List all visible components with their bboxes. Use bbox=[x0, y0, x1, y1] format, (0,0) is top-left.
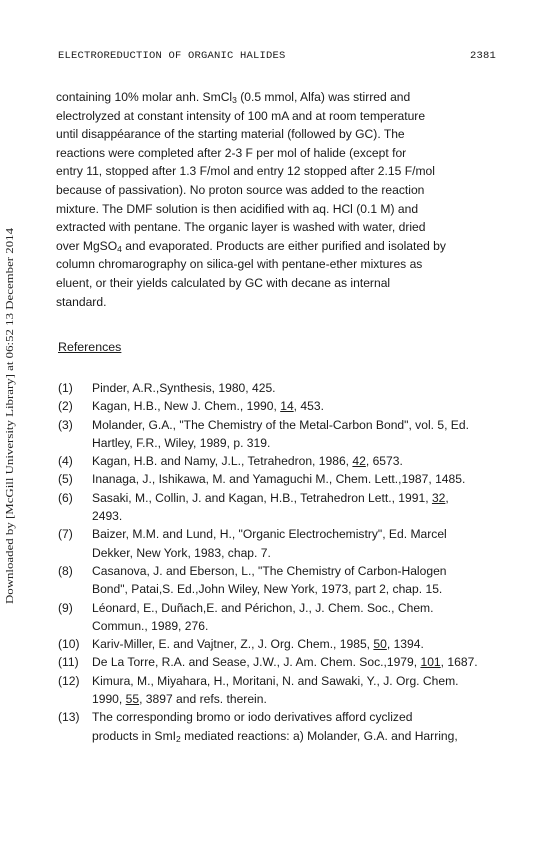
text-segment: Commun., 1989, 276. bbox=[92, 618, 209, 633]
text-segment: De La Torre, R.A. and Sease, J.W., J. Am. Chem. Soc.,1979, bbox=[92, 655, 421, 670]
citation-line bbox=[92, 525, 528, 543]
reference-item bbox=[58, 470, 528, 488]
text-segment: over MgSO bbox=[56, 238, 118, 253]
text-segment: (0.5 mmol, Alfa) was stirred and bbox=[236, 90, 411, 104]
reference-citation bbox=[92, 708, 528, 745]
text-segment: Casanova, J. and Eberson, L., "The Chemistry of Carbon-Halogen bbox=[92, 563, 447, 578]
citation-line bbox=[92, 489, 528, 507]
reference-item bbox=[58, 452, 528, 470]
references-list bbox=[58, 379, 528, 745]
paragraph-line bbox=[56, 200, 506, 219]
reference-citation bbox=[92, 416, 528, 453]
reference-citation bbox=[92, 562, 528, 599]
references-heading: References bbox=[58, 340, 122, 354]
subscript: 4 bbox=[117, 243, 122, 254]
citation-line bbox=[92, 580, 528, 598]
citation-line bbox=[92, 617, 528, 635]
text-segment: Kariv-Miller, E. and Vajtner, Z., J. Org. Chem., 1985, bbox=[92, 637, 374, 652]
text-segment: Pinder, A.R.,Synthesis, 1980, 425. bbox=[92, 381, 276, 395]
reference-citation bbox=[92, 397, 528, 415]
subscript: 3 bbox=[232, 95, 237, 105]
citation-line bbox=[92, 507, 528, 525]
text-segment: Kagan, H.B., New J. Chem., 1990, bbox=[92, 399, 281, 414]
citation-line bbox=[92, 416, 528, 434]
text-segment: products in SmI bbox=[92, 728, 177, 743]
reference-number: (13) bbox=[58, 710, 80, 725]
text-segment: Bond", Patai,S. Ed.,John Wiley, New York, 1973, part 2, chap. 15. bbox=[92, 582, 443, 597]
text-segment: and evaporated. Products are either purified and isolated by bbox=[121, 238, 446, 253]
reference-number: (2) bbox=[58, 399, 73, 414]
text-segment: , 3897 and refs. therein. bbox=[139, 692, 267, 707]
citation-line bbox=[92, 379, 528, 397]
reference-citation bbox=[92, 635, 528, 653]
citation-line bbox=[92, 672, 528, 690]
paragraph-line bbox=[56, 293, 506, 312]
text-segment: , 1687. bbox=[440, 655, 478, 670]
text-segment: 2493. bbox=[92, 509, 123, 524]
text-segment: extracted with pentane. The organic layer is washed with water, dried bbox=[56, 220, 426, 235]
reference-item bbox=[58, 416, 528, 453]
reference-item bbox=[58, 635, 528, 653]
reference-number: (5) bbox=[58, 472, 73, 487]
text-segment: , 6573. bbox=[365, 454, 403, 469]
text-segment: because of passivation). No proton source was added to the reaction bbox=[56, 182, 425, 197]
paragraph-line bbox=[56, 107, 506, 126]
volume-number: 14 bbox=[280, 399, 294, 414]
text-segment: Inanaga, J., Ishikawa, M. and Yamaguchi M., Chem. Lett.,1987, 1485. bbox=[92, 472, 466, 487]
citation-line bbox=[92, 562, 528, 580]
volume-number: 55 bbox=[125, 692, 140, 707]
paragraph-line bbox=[56, 237, 506, 256]
download-watermark bbox=[0, 224, 18, 604]
text-segment: containing 10% molar anh. SmCl bbox=[56, 90, 233, 104]
text-segment: Hartley, F.R., Wiley, 1989, p. 319. bbox=[92, 435, 271, 450]
reference-citation bbox=[92, 653, 528, 671]
paragraph-line bbox=[56, 274, 506, 293]
text-segment: electrolyzed at constant intensity of 100 mA and at room temperature bbox=[56, 108, 426, 123]
volume-number: 42 bbox=[352, 454, 366, 469]
reference-citation bbox=[92, 525, 528, 562]
text-segment: entry 11, stopped after 1.3 F/mol and entry 12 stopped after 2.15 F/mol bbox=[56, 164, 435, 179]
citation-line bbox=[92, 708, 528, 726]
citation-line bbox=[92, 434, 528, 452]
citation-line bbox=[92, 635, 528, 653]
text-segment: Kimura, M., Miyahara, H., Moritani, N. and Sawaki, Y., J. Org. Chem. bbox=[92, 673, 459, 688]
citation-line bbox=[92, 544, 528, 562]
citation-line bbox=[92, 727, 528, 745]
reference-citation bbox=[92, 489, 528, 526]
citation-line bbox=[92, 599, 528, 617]
paragraph-line bbox=[56, 218, 506, 237]
experimental-paragraph bbox=[56, 88, 506, 311]
text-segment: eluent, or their yields calculated by GC with decane as internal bbox=[56, 275, 391, 290]
reference-item bbox=[58, 599, 528, 636]
page-number: 2381 bbox=[469, 50, 496, 62]
text-segment: mixture. The DMF solution is then acidified with aq. HCl (0.1 M) and bbox=[56, 201, 419, 216]
text-segment: The corresponding bromo or iodo derivatives afford cyclized bbox=[92, 710, 413, 725]
running-title: ELECTROREDUCTION OF ORGANIC HALIDES bbox=[58, 50, 286, 62]
reference-item bbox=[58, 397, 528, 415]
citation-line bbox=[92, 470, 528, 488]
subscript: 2 bbox=[176, 733, 181, 744]
text-segment: Baizer, M.M. and Lund, H., "Organic Electrochemistry", Ed. Marcel bbox=[92, 527, 447, 542]
text-segment: Dekker, New York, 1983, chap. 7. bbox=[92, 545, 271, 560]
citation-line bbox=[92, 397, 528, 415]
reference-item bbox=[58, 672, 528, 709]
reference-citation bbox=[92, 452, 528, 470]
reference-number: (10) bbox=[58, 637, 80, 652]
paragraph-line bbox=[56, 88, 506, 107]
paragraph-line bbox=[56, 255, 506, 274]
reference-number: (9) bbox=[58, 600, 73, 615]
citation-line bbox=[92, 653, 528, 671]
reference-item bbox=[58, 653, 528, 671]
text-segment: Kagan, H.B. and Namy, J.L., Tetrahedron, 1986, bbox=[92, 454, 353, 469]
text-segment: Molander, G.A., "The Chemistry of the Metal-Carbon Bond", vol. 5, Ed. bbox=[92, 417, 469, 432]
paragraph-line bbox=[56, 162, 506, 181]
text-segment: , bbox=[445, 490, 449, 505]
citation-line bbox=[92, 452, 528, 470]
reference-item bbox=[58, 562, 528, 599]
reference-item bbox=[58, 379, 528, 397]
reference-number: (12) bbox=[58, 673, 80, 688]
volume-number: 50 bbox=[373, 637, 387, 652]
reference-citation bbox=[92, 599, 528, 636]
volume-number: 32 bbox=[431, 490, 446, 505]
text-segment: column chromarography on silica-gel with pentane-ether mixtures as bbox=[56, 257, 423, 272]
reference-number: (7) bbox=[58, 527, 73, 542]
citation-line bbox=[92, 690, 528, 708]
text-segment: Léonard, E., Duñach,E. and Périchon, J., J. Chem. Soc., Chem. bbox=[92, 600, 434, 615]
reference-number: (11) bbox=[58, 655, 79, 670]
reference-number: (8) bbox=[58, 563, 73, 578]
reference-citation bbox=[92, 470, 528, 488]
reference-number: (4) bbox=[58, 454, 73, 469]
text-segment: standard. bbox=[56, 294, 107, 309]
reference-citation bbox=[92, 379, 528, 397]
reference-number: (6) bbox=[58, 490, 73, 505]
reference-number: (1) bbox=[58, 381, 73, 395]
text-segment: 1990, bbox=[92, 692, 126, 707]
reference-item bbox=[58, 525, 528, 562]
text-segment: , 1394. bbox=[386, 637, 424, 652]
paragraph-line bbox=[56, 181, 506, 200]
text-segment: reactions were completed after 2-3 F per mol of halide (except for bbox=[56, 145, 407, 160]
text-segment: until disappéarance of the starting material (followed by GC). The bbox=[56, 127, 405, 142]
page-header bbox=[58, 50, 496, 64]
volume-number: 101 bbox=[420, 655, 441, 670]
reference-item bbox=[58, 489, 528, 526]
download-watermark-text: Downloaded by [McGill University Library] at 06:52 13 December 2014 bbox=[4, 282, 16, 604]
paragraph-line bbox=[56, 125, 506, 144]
text-segment: , 453. bbox=[293, 399, 324, 414]
text-segment: Sasaki, M., Collin, J. and Kagan, H.B., Tetrahedron Lett., 1991, bbox=[92, 490, 432, 505]
reference-item bbox=[58, 708, 528, 745]
reference-number: (3) bbox=[58, 417, 73, 432]
paragraph-line bbox=[56, 144, 506, 163]
text-segment: mediated reactions: a) Molander, G.A. and Harring, bbox=[180, 728, 458, 743]
reference-citation bbox=[92, 672, 528, 709]
